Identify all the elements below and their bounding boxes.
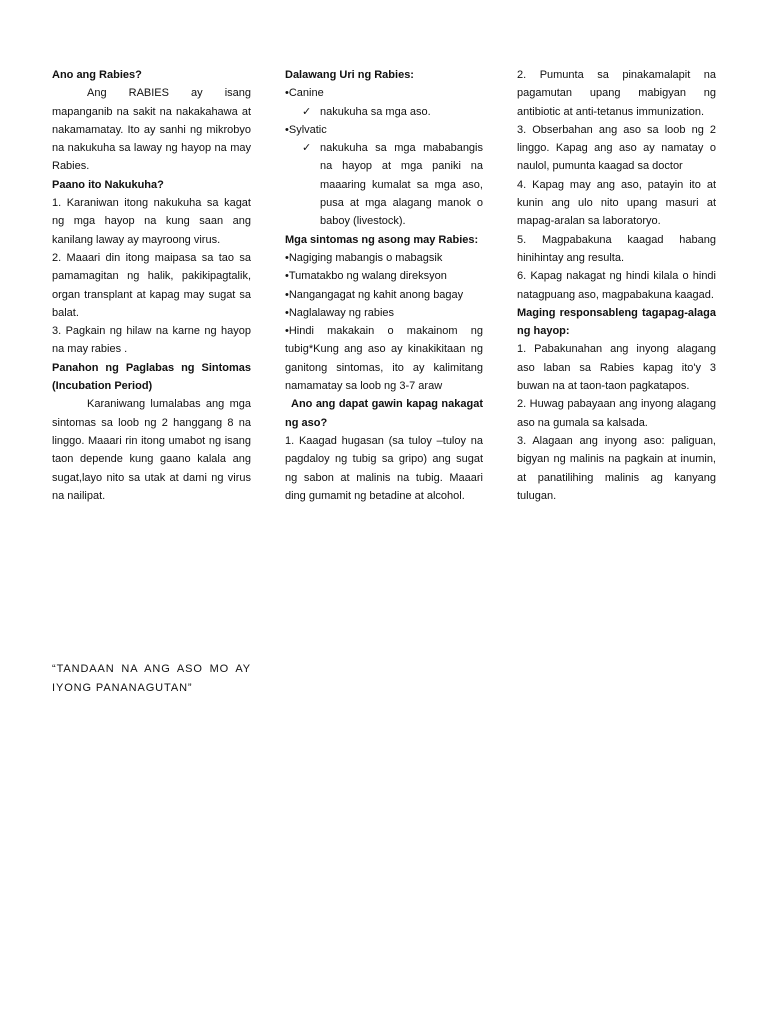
symptom-item: •Hindi makakain o makainom ng tubig*Kung ang aso ay kinakikitaan ng ganitong sintomas, ito ay kalimitang namamatay sa loob ng 3-7 araw [285, 325, 483, 393]
rabies-definition: Ang RABIES ay isang mapanganib na sakit na nakakahawa at nakamamatay. Ito ay sanhi ng mikrobyo na nakukuha sa laway ng hayop na may Rabies. [52, 87, 251, 173]
heading-ano-ang-rabies: Ano ang Rabies? [52, 69, 142, 81]
heading-uri-ng-rabies: Dalawang Uri ng Rabies: [285, 69, 414, 81]
first-aid-step: 1. Kaagad hugasan (sa tuloy –tuloy na pagdaloy ng tubig sa gripo) ang sugat ng sabon at malinis na tubig. Maaari ding gumamit ng betadine at alcohol. [285, 434, 483, 502]
first-aid-step: 2. Pumunta sa pinakamalapit na pagamutan upang mabigyan ng antibiotic at anti-tetanus immunization. [517, 69, 716, 118]
incubation-text: Karaniwang lumalabas ang mga sintomas sa loob ng 2 hanggang 8 na linggo. Maaari rin itong umabot ng isang taon depende kung gaano kalala ang sugat,layo nito sa utak at dami ng virus na nailipat. [52, 398, 251, 502]
symptom-item: •Naglalaway ng rabies [285, 306, 395, 319]
first-aid-step: 4. Kapag may ang aso, patayin ito at kunin ang ulo nito upang masuri at mapag-aralan sa laboratoryo. [517, 178, 716, 228]
rabies-type-canine: •Canine [285, 87, 324, 100]
closing-quote: “TANDAAN NA ANG ASO MO AY IYONG PANANAGUTAN” [52, 663, 251, 694]
column-2 [285, 66, 483, 505]
care-item: 1. Pabakunahan ang inyong alagang aso laban sa Rabies kapag ito'y 3 buwan na at taon-taon pagkatapos. [517, 343, 716, 393]
column-1 [52, 66, 251, 505]
check-icon: ✓ [302, 142, 312, 155]
column-3 [517, 66, 716, 505]
care-item: 3. Alagaan ang inyong aso: paliguan, bigyan ng malinis na pagkain at inumin, at panatilihing malinis ag kanyang tulugan. [517, 434, 716, 502]
care-item: 2. Huwag pabayaan ang inyong alagang aso na gumala sa kalsada. [517, 398, 716, 429]
heading-incubation-period: Panahon ng Paglabas ng Sintomas (Incubation Period) [52, 361, 251, 393]
canine-description-text: nakukuha sa mga aso. [320, 105, 431, 118]
first-aid-step: 5. Magpabakuna kaagad habang hinihintay ang resulta. [517, 233, 716, 264]
symptom-item: •Tumatakbo ng walang direksyon [285, 270, 447, 283]
heading-responsableng-tagapag-alaga: Maging responsableng tagapag-alaga ng hayop: [517, 306, 716, 338]
heading-dapat-gawin: Ano ang dapat gawin kapag nakagat ng aso? [285, 398, 483, 429]
canine-description [285, 103, 483, 121]
sylvatic-description [285, 139, 483, 230]
heading-paano-nakukuha: Paano ito Nakukuha? [52, 178, 164, 191]
transmission-item: 2. Maaari din itong maipasa sa tao sa pamamagitan ng halik, pakikipagtalik, organ transplant at kapag may sugat sa balat. [52, 251, 251, 319]
heading-sintomas: Mga sintomas ng asong may Rabies: [285, 233, 479, 246]
transmission-item: 1. Karaniwan itong nakukuha sa kagat ng mga hayop na kung saan ang kanilang laway ay mayroong virus. [52, 197, 251, 246]
first-aid-step: 6. Kapag nakagat ng hindi kilala o hindi natagpuang aso, magpabakuna kaagad. [517, 270, 716, 301]
symptom-item: •Nagiging mabangis o mabagsik [285, 251, 443, 264]
check-icon: ✓ [302, 105, 312, 118]
sylvatic-description-text: nakukuha sa mga mababangis na hayop at mga paniki na maaaring kumalat sa mga aso, pusa at mga alagang manok o baboy (livestock). [320, 142, 483, 228]
transmission-item: 3. Pagkain ng hilaw na karne ng hayop na may rabies . [52, 325, 251, 356]
rabies-type-sylvatic: •Sylvatic [285, 123, 327, 136]
symptom-item: •Nangangagat ng kahit anong bagay [285, 288, 464, 301]
first-aid-step: 3. Obserbahan ang aso sa loob ng 2 linggo. Kapag ang aso ay namatay o naulol, pumunta kaagad sa doctor [517, 123, 716, 173]
